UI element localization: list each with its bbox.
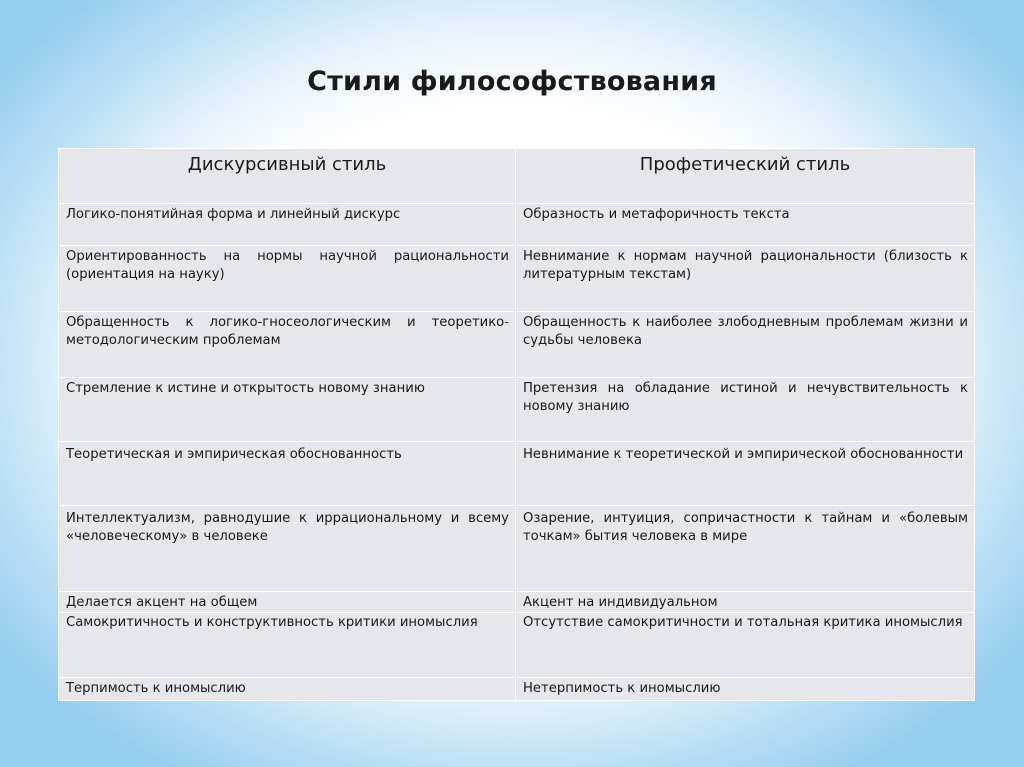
table-row <box>59 312 975 378</box>
discursive-cell: Самокритичность и конструктивность критики иномыслия <box>59 613 516 678</box>
discursive-cell: Ориентированность на нормы научной рациональности (ориентация на науку) <box>59 246 516 312</box>
discursive-cell: Логико-понятийная форма и линейный дискурс <box>59 204 516 246</box>
table-header-row <box>59 149 975 204</box>
discursive-cell: Терпимость к иномыслию <box>59 678 516 701</box>
prophetic-cell: Образность и метафоричность текста <box>516 204 975 246</box>
prophetic-cell: Невнимание к теоретической и эмпирической обоснованности <box>516 442 975 506</box>
table-row <box>59 592 975 613</box>
slide-title: Стили философствования <box>307 66 717 97</box>
prophetic-cell: Акцент на индивидуальном <box>516 592 975 613</box>
discursive-cell: Обращенность к логико-гносеологическим и теоретико-методологическим проблемам <box>59 312 516 378</box>
table-row <box>59 506 975 592</box>
prophetic-cell: Отсутствие самокритичности и тотальная критика иномыслия <box>516 613 975 678</box>
table-row <box>59 378 975 442</box>
comparison-table <box>58 148 975 701</box>
prophetic-cell: Претензия на обладание истиной и нечувствительность к новому знанию <box>516 378 975 442</box>
table-row <box>59 204 975 246</box>
table-row <box>59 442 975 506</box>
prophetic-cell: Обращенность к наиболее злободневным проблемам жизни и судьбы человека <box>516 312 975 378</box>
table-row <box>59 678 975 701</box>
header-prophetic-style: Профетический стиль <box>516 149 975 204</box>
table-row <box>59 246 975 312</box>
prophetic-cell: Озарение, интуиция, сопричастности к тайнам и «болевым точкам» бытия человека в мире <box>516 506 975 592</box>
discursive-cell: Теоретическая и эмпирическая обоснованность <box>59 442 516 506</box>
table-row <box>59 613 975 678</box>
discursive-cell: Интеллектуализм, равнодушие к иррациональному и всему «человеческому» в человеке <box>59 506 516 592</box>
prophetic-cell: Нетерпимость к иномыслию <box>516 678 975 701</box>
discursive-cell: Стремление к истине и открытость новому знанию <box>59 378 516 442</box>
header-discursive-style: Дискурсивный стиль <box>59 149 516 204</box>
prophetic-cell: Невнимание к нормам научной рациональности (близость к литературным текстам) <box>516 246 975 312</box>
discursive-cell: Делается акцент на общем <box>59 592 516 613</box>
